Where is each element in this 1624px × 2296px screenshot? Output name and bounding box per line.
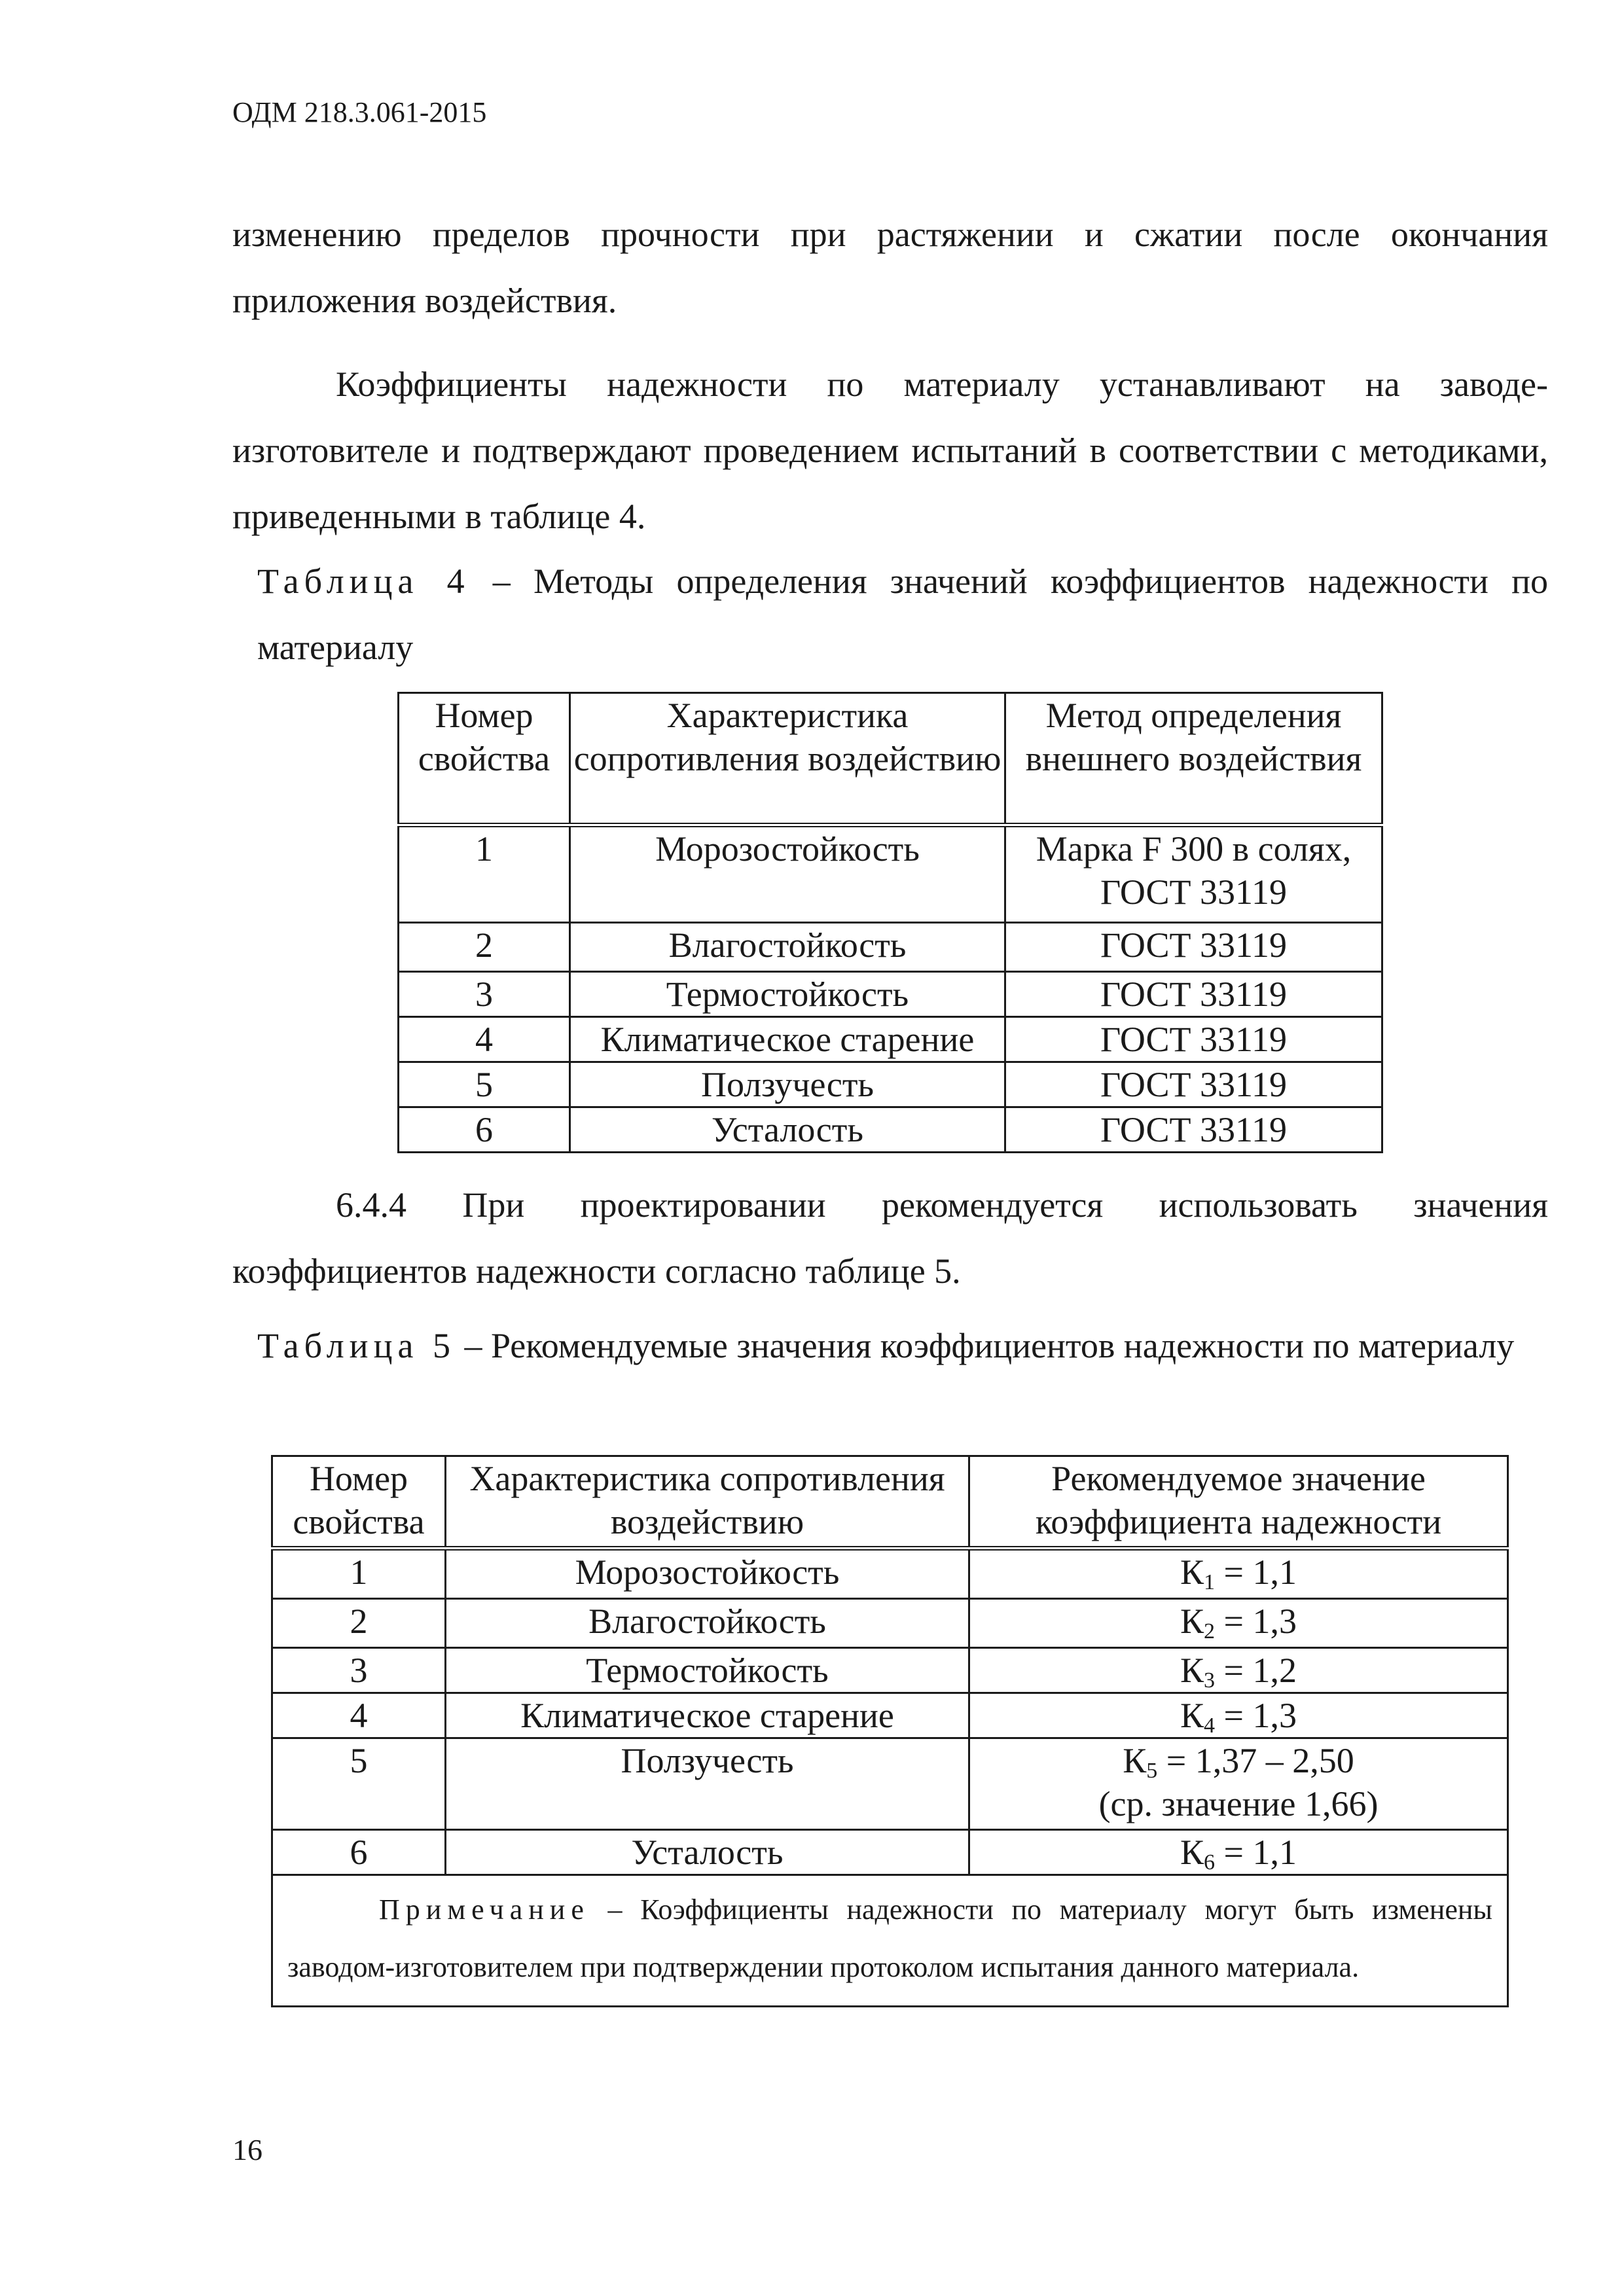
table4-cell-method: ГОСТ 33119 — [1005, 923, 1382, 972]
coef-symbol: К — [1180, 1833, 1204, 1872]
coef-index: 3 — [1204, 1668, 1216, 1693]
table4-header-characteristic: Характеристика сопротивления воздействию — [570, 693, 1005, 825]
table4-cell-characteristic: Морозостойкость — [570, 825, 1005, 923]
coef-value: = 1,1 — [1215, 1552, 1297, 1592]
table5-note-row — [272, 1875, 1508, 2007]
table-row — [399, 825, 1382, 923]
table4-header-row — [399, 693, 1382, 825]
table5-cell-number: 2 — [272, 1599, 446, 1648]
table5-cell-coefficient — [969, 1648, 1508, 1693]
table4-cell-method: ГОСТ 33119 — [1005, 1062, 1382, 1107]
table4-cell-characteristic: Ползучесть — [570, 1062, 1005, 1107]
table5-cell-coefficient — [969, 1599, 1508, 1648]
table-row — [399, 972, 1382, 1017]
table5-cell-characteristic: Ползучесть — [446, 1738, 969, 1830]
coef-symbol: К — [1180, 1552, 1204, 1592]
document-code: ОДМ 218.3.061-2015 — [232, 96, 487, 128]
table4-cell-method: ГОСТ 33119 — [1005, 972, 1382, 1017]
table5-cell-characteristic: Термостойкость — [446, 1648, 969, 1693]
table5-cell-characteristic: Влагостойкость — [446, 1599, 969, 1648]
table4-caption-text: – Методы определения значений коэффициентов надежности по материалу — [257, 562, 1548, 667]
table-row — [272, 1549, 1508, 1599]
table4-header-number: Номер свойства — [399, 693, 570, 825]
coef-symbol: К — [1180, 1696, 1204, 1735]
table-row — [399, 1107, 1382, 1153]
table-row — [399, 1017, 1382, 1062]
table5-cell-number: 1 — [272, 1549, 446, 1599]
table4-caption-label: Таблица 4 — [257, 562, 470, 601]
table-row — [272, 1648, 1508, 1693]
table-row — [272, 1830, 1508, 1875]
paragraph-continuation: изменению пределов прочности при растяжении и сжатии после окончания приложения воздействия. — [232, 215, 1548, 320]
table-4 — [397, 692, 1383, 1153]
table4-cell-method: Марка F 300 в солях, ГОСТ 33119 — [1005, 825, 1382, 923]
coef-value: = 1,1 — [1215, 1833, 1297, 1872]
coef-symbol: К — [1123, 1741, 1147, 1780]
coef-index: 1 — [1204, 1570, 1216, 1594]
table-row — [272, 1738, 1508, 1830]
table5-header-number: Номер свойства — [272, 1456, 446, 1549]
table-row — [399, 923, 1382, 972]
table5-cell-characteristic: Морозостойкость — [446, 1549, 969, 1599]
table4-caption — [257, 548, 1548, 681]
coef-index: 4 — [1204, 1713, 1216, 1738]
table4-cell-number: 6 — [399, 1107, 570, 1153]
table4-header-method: Метод определения внешнего воздействия — [1005, 693, 1382, 825]
table5-cell-coefficient — [969, 1830, 1508, 1875]
coef-symbol: К — [1180, 1651, 1204, 1690]
coef-value: = 1,37 – 2,50 — [1157, 1741, 1354, 1780]
table5-caption-label: Таблица 5 — [257, 1326, 456, 1365]
table4-cell-characteristic: Термостойкость — [570, 972, 1005, 1017]
table5-cell-characteristic: Климатическое старение — [446, 1693, 969, 1738]
table-row — [399, 1062, 1382, 1107]
coef-extra: (ср. значение 1,66) — [1098, 1784, 1379, 1823]
table4-cell-number: 1 — [399, 825, 570, 923]
paragraph-coefficients: Коэффициенты надежности по материалу устанавливают на заводе-изготовителе и подтверждают проведением испытаний в соответствии с методиками, приведенными в таблице 4. — [232, 365, 1548, 536]
table5-note — [272, 1875, 1508, 2007]
table5-cell-number: 3 — [272, 1648, 446, 1693]
table5-header-row — [272, 1456, 1508, 1549]
table5-header-coefficient: Рекомендуемое значение коэффициента надежности — [969, 1456, 1508, 1549]
paragraph-6-4-4: 6.4.4 При проектировании рекомендуется использовать значения коэффициентов надежности согласно таблице 5. — [232, 1185, 1548, 1291]
table4-cell-number: 5 — [399, 1062, 570, 1107]
table4-cell-characteristic: Усталость — [570, 1107, 1005, 1153]
coef-index: 5 — [1146, 1759, 1158, 1783]
table5-header-characteristic: Характеристика сопротивления воздействию — [446, 1456, 969, 1549]
table5-cell-coefficient — [969, 1738, 1508, 1830]
table4-cell-method: ГОСТ 33119 — [1005, 1017, 1382, 1062]
page-number: 16 — [232, 2133, 262, 2166]
coef-value: = 1,3 — [1215, 1696, 1297, 1735]
table5-caption-text: – Рекомендуемые значения коэффициентов надежности по материалу — [455, 1326, 1515, 1365]
table5-caption — [257, 1313, 1548, 1379]
coef-value: = 1,3 — [1215, 1602, 1297, 1641]
table5-cell-number: 4 — [272, 1693, 446, 1738]
table-row — [272, 1599, 1508, 1648]
table4-cell-number: 3 — [399, 972, 570, 1017]
table5-cell-coefficient — [969, 1549, 1508, 1599]
table4-cell-method: ГОСТ 33119 — [1005, 1107, 1382, 1153]
table4-cell-characteristic: Влагостойкость — [570, 923, 1005, 972]
coef-value: = 1,2 — [1215, 1651, 1297, 1690]
table5-cell-number: 5 — [272, 1738, 446, 1830]
coef-symbol: К — [1180, 1602, 1204, 1641]
note-text: – Коэффициенты надежности по материалу могут быть изменены заводом-изготовителем при подтверждении протоколом испытания данного материала. — [287, 1893, 1492, 1983]
table4-cell-characteristic: Климатическое старение — [570, 1017, 1005, 1062]
note-label: Примечание — [379, 1893, 590, 1926]
coef-index: 2 — [1204, 1619, 1216, 1643]
table5-cell-coefficient — [969, 1693, 1508, 1738]
table5-cell-characteristic: Усталость — [446, 1830, 969, 1875]
table-row — [272, 1693, 1508, 1738]
table4-cell-number: 2 — [399, 923, 570, 972]
coef-index: 6 — [1204, 1850, 1216, 1874]
table5-cell-number: 6 — [272, 1830, 446, 1875]
table4-cell-number: 4 — [399, 1017, 570, 1062]
table-5 — [271, 1455, 1509, 2007]
